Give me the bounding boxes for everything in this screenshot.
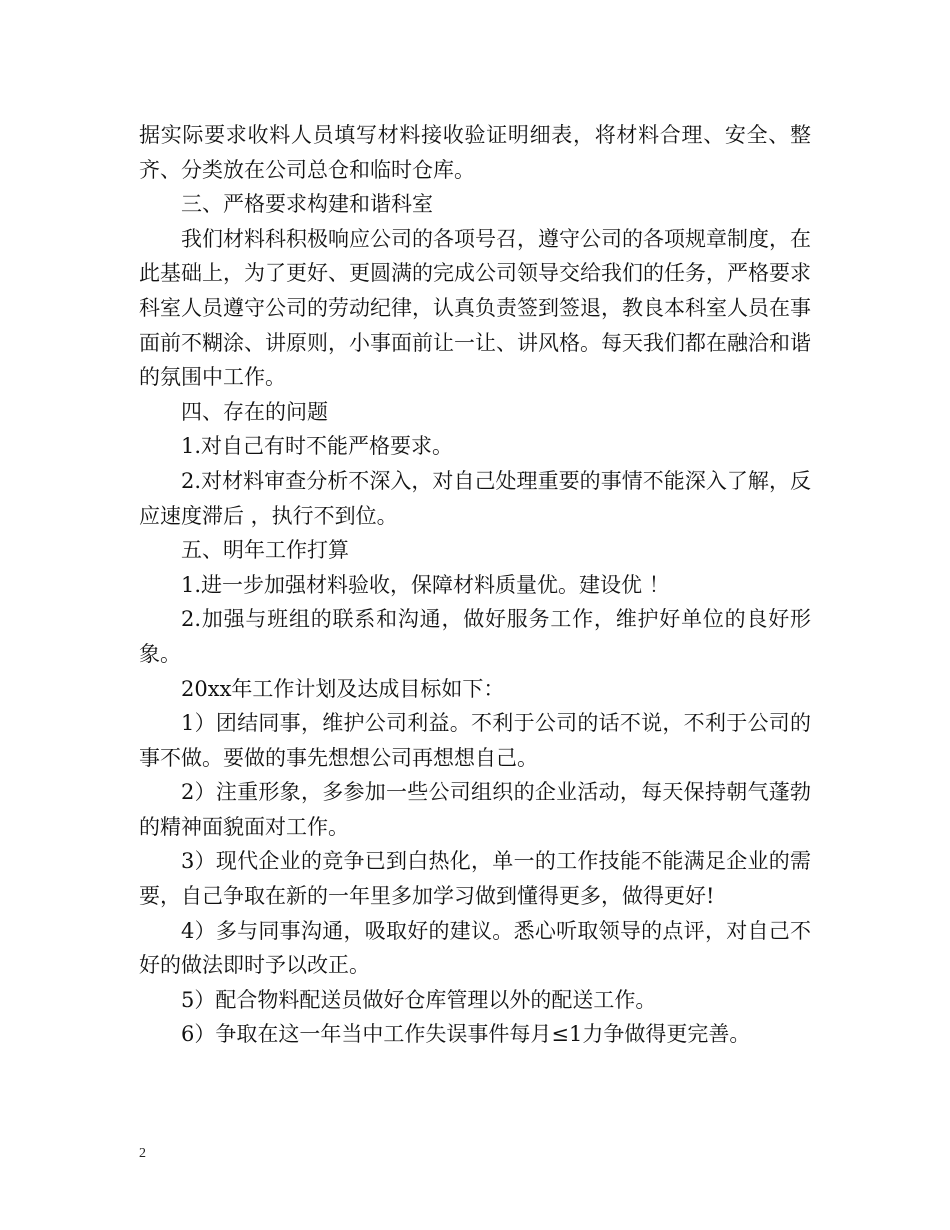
goal-item-6: 6）争取在这一年当中工作失误事件每月≤1力争做得更完善。 xyxy=(181,1022,751,1047)
paragraph-harmony: 我们材料科积极响应公司的各项号召，遵守公司的各项规章制度，在此基础上，为了更好、更圆满的完成公司领导交给我们的任务，严格要求科室人员遵守公司的劳动纪律，认真负责签到签退，教良本科室人员在事面前不糊涂、讲原则，小事面前让一让、讲风格。每天我们都在融洽和谐的氛围中工作。 xyxy=(139,226,811,390)
section-heading-4: 四、存在的问题 xyxy=(181,399,328,424)
problem-item-1: 1.对自己有时不能严格要求。 xyxy=(181,434,454,459)
plan-item-2: 2.加强与班组的联系和沟通，做好服务工作，维护好单位的良好形象。 xyxy=(139,607,811,666)
goal-item-1: 1）团结同事，维护公司利益。不利于公司的话不说，不利于公司的事不做。要做的事先想想公司再想想自己。 xyxy=(139,711,811,770)
page-number: 2 xyxy=(139,1146,146,1161)
section-heading-5: 五、明年工作打算 xyxy=(181,538,349,563)
goal-item-5: 5）配合物料配送员做好仓库管理以外的配送工作。 xyxy=(181,987,657,1012)
plan-item-1: 1.进一步加强材料验收，保障材料质量优。建设优 ！ xyxy=(181,572,670,597)
goal-item-4: 4）多与同事沟通，吸取好的建议。悉心听取领导的点评，对自己不好的做法即时予以改正。 xyxy=(139,918,811,978)
paragraph-continuation: 据实际要求收料人员填写材料接收验证明细表，将材料合理、安全、整齐、分类放在公司总仓和临时仓库。 xyxy=(139,123,811,182)
goals-intro: 20xx年工作计划及达成目标如下： xyxy=(181,676,505,701)
goal-item-2: 2）注重形象，多参加一些公司组织的企业活动，每天保持朝气蓬勃的精神面貌面对工作。 xyxy=(139,780,811,839)
section-heading-3: 三、严格要求构建和谐科室 xyxy=(181,192,433,217)
goal-item-3: 3）现代企业的竞争已到白热化，单一的工作技能不能满足企业的需要，自己争取在新的一年里多加学习做到懂得更多，做得更好! xyxy=(139,849,811,909)
problem-item-2: 2.对材料审查分析不深入，对自己处理重要的事情不能深入了解，反应速度滞后 ，执行不到位。 xyxy=(139,468,811,528)
document-body xyxy=(139,118,811,1052)
